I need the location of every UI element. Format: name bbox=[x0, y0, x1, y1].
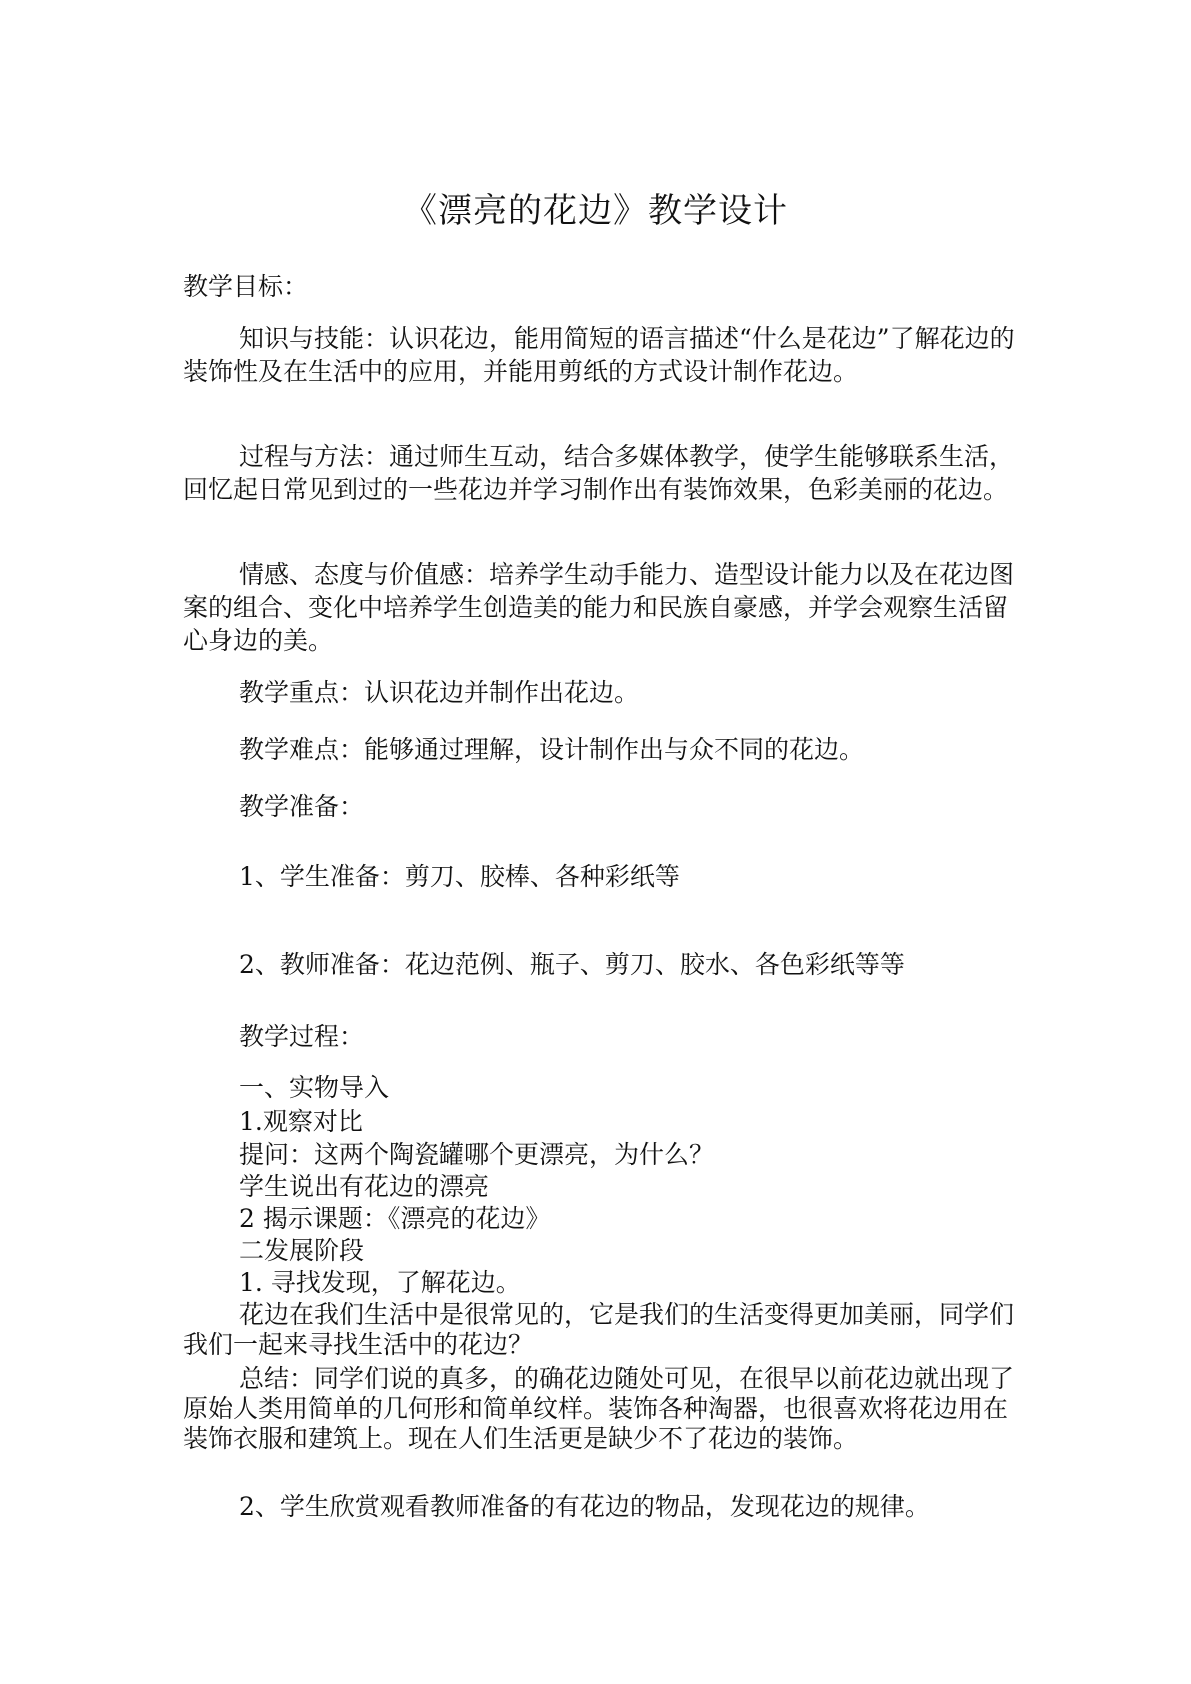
prep-teacher: 2、教师准备：花边范例、瓶子、剪刀、胶水、各色彩纸等等 bbox=[239, 950, 905, 979]
find-discover-line: 1. 寻找发现，了解花边。 bbox=[239, 1268, 521, 1297]
prep-student: 1、学生准备：剪刀、胶棒、各种彩纸等 bbox=[239, 862, 680, 891]
preparation-heading: 教学准备： bbox=[239, 792, 365, 821]
process-heading: 教学过程： bbox=[239, 1022, 365, 1051]
student-answer-line: 学生说出有花边的漂亮 bbox=[239, 1172, 490, 1201]
difficulty: 教学难点：能够通过理解，设计制作出与众不同的花边。 bbox=[239, 735, 865, 764]
reveal-topic-line: 2 揭示课题：《漂亮的花边》 bbox=[239, 1204, 551, 1233]
summary-paragraph: 总结：同学们说的真多，的确花边随处可见，在很早以前花边就出现了原始人类用简单的几何形和简单纹样。装饰各种淘器，也很喜欢将花边用在装饰衣服和建筑上。现在人们生活更是缺少不了花边的装饰。 bbox=[183, 1364, 1015, 1453]
common-paragraph: 花边在我们生活中是很常见的，它是我们的生活变得更加美丽，同学们我们一起来寻找生活中的花边？ bbox=[183, 1300, 1015, 1359]
emotion-values-paragraph: 情感、态度与价值感：培养学生动手能力、造型设计能力以及在花边图案的组合、变化中培养学生创造美的能力和民族自豪感，并学会观察生活留心身边的美。 bbox=[183, 560, 1015, 655]
process-method-paragraph: 过程与方法：通过师生互动，结合多媒体教学，使学生能够联系生活，回忆起日常见到过的一些花边并学习制作出有装饰效果，色彩美丽的花边。 bbox=[183, 442, 1015, 504]
key-point: 教学重点：认识花边并制作出花边。 bbox=[239, 678, 640, 707]
section-heading-2: 二发展阶段 bbox=[239, 1236, 365, 1265]
question-line: 提问：这两个陶瓷罐哪个更漂亮，为什么？ bbox=[239, 1140, 715, 1169]
goals-heading: 教学目标： bbox=[183, 272, 309, 301]
document-title: 《漂亮的花边》教学设计 bbox=[403, 191, 788, 231]
section-heading-1: 一、实物导入 bbox=[239, 1073, 390, 1102]
appreciate-line: 2、学生欣赏观看教师准备的有花边的物品，发现花边的规律。 bbox=[239, 1492, 930, 1521]
observe-item: 1.观察对比 bbox=[239, 1107, 363, 1136]
knowledge-skills-paragraph: 知识与技能：认识花边，能用简短的语言描述“什么是花边”了解花边的装饰性及在生活中的应用，并能用剪纸的方式设计制作花边。 bbox=[183, 324, 1015, 386]
